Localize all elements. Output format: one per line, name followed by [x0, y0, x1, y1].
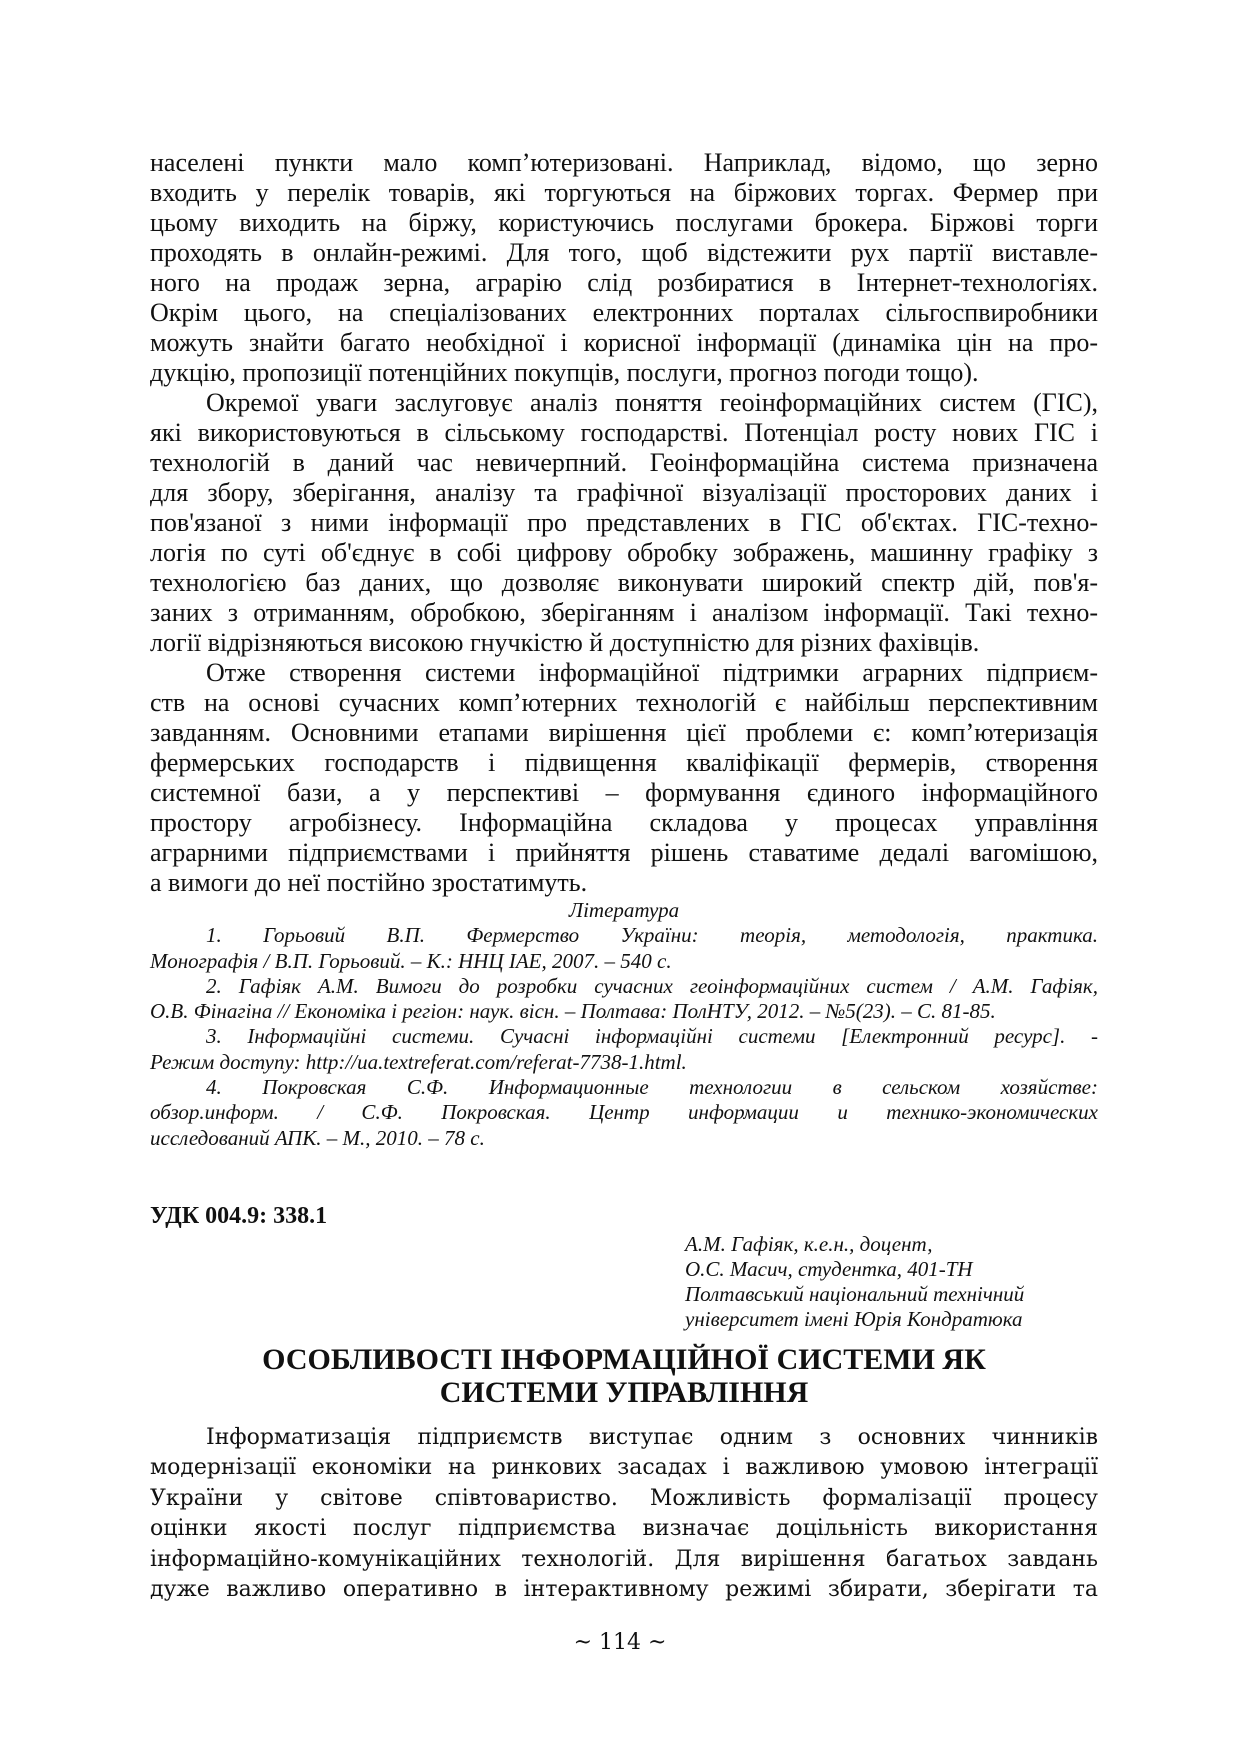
text-line: цьому виходить на біржу, користуючись послугами брокера. Біржові торги	[150, 208, 1098, 237]
reference-line: обзор.информ. / С.Ф. Покровская. Центр информации и технико-экономических	[150, 1100, 1098, 1125]
body-text	[150, 148, 1098, 898]
text-line: технологією баз даних, що дозволяє виконувати широкий спектр дій, пов'я-	[150, 568, 1098, 597]
text-line: технологій в даний час невичерпний. Геоінформаційна система призначена	[150, 448, 1098, 477]
text-line: а вимоги до неї постійно зростатимуть.	[150, 868, 588, 897]
author-line: О.С. Масич, студентка, 401-ТН	[685, 1257, 973, 1281]
reference-line: 1. Горьовий В.П. Фермерство України: теорія, методологія, практика.	[206, 923, 1098, 948]
reference-line: 2. Гафіяк А.М. Вимоги до розробки сучасних геоінформаційних систем / А.М. Гафіяк,	[206, 973, 1098, 998]
text-line: фермерських господарств і підвищення кваліфікації фермерів, створення	[150, 748, 1098, 777]
reference-line: 4. Покровская С.Ф. Информационные технологии в сельском хозяйстве:	[206, 1075, 1098, 1100]
text-line: модернізації економіки на ринкових засадах і важливою умовою інтеграції	[150, 1455, 1098, 1481]
text-line: інформаційно-комунікаційних технологій. Для вирішення багатьох завдань	[150, 1546, 1098, 1572]
text-line: Інформатизація підприємств виступає одним з основних чинників	[206, 1425, 1098, 1450]
reference-line: 3. Інформаційні системи. Сучасні інформаційні системи [Електронний ресурс]. -	[206, 1024, 1098, 1049]
text-line: системної бази, а у перспективі – формування єдиного інформаційного	[150, 778, 1098, 807]
text-line: проходять в онлайн-режимі. Для того, щоб відстежити рух партії виставле-	[150, 238, 1098, 267]
text-line: дуже важливо оперативно в інтерактивному режимі збирати, зберігати та	[150, 1577, 1098, 1603]
title-line: ОСОБЛИВОСТІ ІНФОРМАЦІЙНОЇ СИСТЕМИ ЯК	[262, 1343, 986, 1376]
text-line: Отже створення системи інформаційної підтримки аграрних підприєм-	[206, 658, 1098, 687]
text-line: Окрім цього, на спеціалізованих електронних порталах сільгоспвиробники	[150, 298, 1098, 327]
reference-line: исследований АПК. – М., 2010. – 78 с.	[150, 1125, 485, 1150]
text-line: простору агробізнесу. Інформаційна складова у процесах управління	[150, 808, 1098, 837]
article-title	[150, 1343, 1098, 1409]
text-line: для збору, зберігання, аналізу та графічної візуалізації просторових даних і	[150, 478, 1098, 507]
text-line: логія по суті об'єднує в собі цифрову обробку зображень, машинну графіку з	[150, 538, 1098, 567]
text-line: дукцію, пропозиції потенційних покупців, послуги, прогноз погоди тощо).	[150, 358, 979, 387]
text-line: пов'язаної з ними інформації про представлених в ГІС об'єктах. ГІС-техно-	[150, 508, 1098, 537]
reference-line: Монографія / В.П. Горьовий. – К.: ННЦ ІАЕ, 2007. – 540 с.	[150, 948, 672, 973]
text-line: входить у перелік товарів, які торгуються на біржових торгах. Фермер при	[150, 178, 1098, 207]
text-line: можуть знайти багато необхідної і корисної інформації (динаміка цін на про-	[150, 328, 1098, 357]
text-line: Окремої уваги заслуговує аналіз поняття геоінформаційних систем (ГІС),	[206, 388, 1098, 417]
page-number: ~ 114 ~	[573, 1630, 667, 1655]
reference-line: Режим доступу: http://ua.textreferat.com/referat-7738-1.html.	[150, 1049, 687, 1074]
author-line: університет імені Юрія Кондратюка	[685, 1307, 1023, 1331]
text-line: населені пункти мало комп’ютеризовані. Наприклад, відомо, що зерно	[150, 148, 1098, 177]
text-line: України у світове співтовариство. Можливість формалізації процесу	[150, 1485, 1098, 1511]
text-line: аграрними підприємствами і прийняття рішень ставатиме дедалі вагомішою,	[150, 838, 1098, 867]
references	[150, 898, 1098, 1151]
title-line: СИСТЕМИ УПРАВЛІННЯ	[439, 1376, 809, 1409]
text-line: заних з отриманням, обробкою, зберіганням і аналізом інформації. Такі техно-	[150, 598, 1098, 627]
article-body	[150, 1423, 1098, 1605]
author-line: Полтавський національний технічний	[685, 1282, 1025, 1306]
text-line: оцінки якості послуг підприємства визначає доцільність використання	[150, 1516, 1098, 1542]
text-line: ств на основі сучасних комп’ютерних технологій є найбільш перспективним	[150, 688, 1098, 717]
text-line: які використовуються в сільському господарстві. Потенціал росту нових ГІС і	[150, 418, 1098, 447]
author-line: А.М. Гафіяк, к.е.н., доцент,	[685, 1232, 933, 1256]
text-line: завданням. Основними етапами вирішення цієї проблеми є: комп’ютеризація	[150, 718, 1098, 747]
udk-code: УДК 004.9: 338.1	[150, 1203, 328, 1229]
author-block	[685, 1232, 1024, 1332]
references-heading: Література	[568, 898, 680, 922]
reference-line: О.В. Фінагіна // Економіка і регіон: наук. вісн. – Полтава: ПолНТУ, 2012. – №5(23). – С. 81-85.	[150, 999, 996, 1024]
text-line: ного на продаж зерна, аграрію слід розбиратися в Інтернет-технологіях.	[150, 268, 1098, 297]
text-line: логії відрізняються високою гнучкістю й доступністю для різних фахівців.	[150, 628, 980, 657]
